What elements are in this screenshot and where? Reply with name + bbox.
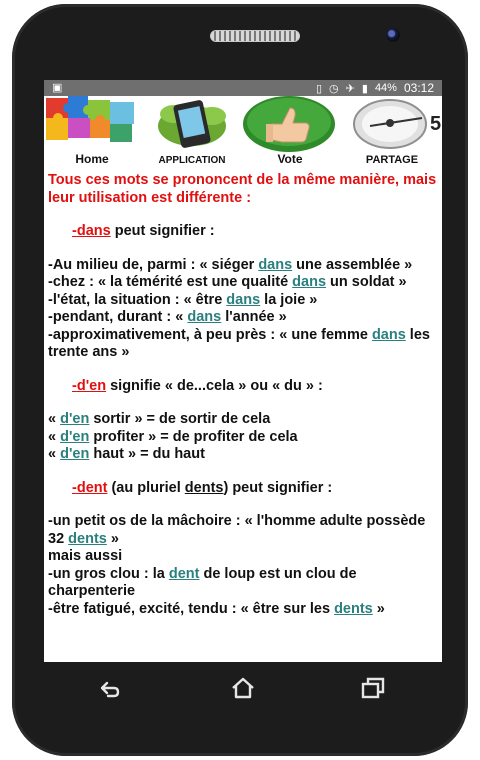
smartphone-icon [144, 96, 240, 152]
nav-application[interactable] [144, 96, 240, 168]
speaker-grille [210, 30, 300, 42]
highlight-word: dans [226, 291, 261, 308]
highlight-word: dans [292, 274, 327, 290]
vibrate-icon: ▯ [315, 82, 323, 95]
nav-home-label: Home [75, 152, 109, 166]
list-item: -l'état, la situation : « être dans la joie » [48, 291, 318, 308]
airplane-icon: ✈ [345, 82, 355, 95]
nav-vote-label: Vote [277, 152, 303, 166]
list-item: mais aussi [48, 548, 123, 564]
highlight-word: d'en [60, 428, 90, 445]
battery-icon: ▮ [361, 82, 368, 95]
top-nav [44, 96, 442, 168]
share-icon [342, 96, 442, 152]
heading-word: dans [76, 223, 111, 239]
highlight-word: dents [334, 600, 373, 617]
heading-word: d'en [76, 377, 107, 394]
den-examples [48, 411, 438, 464]
alarm-icon: ◷ [329, 82, 339, 95]
dent-examples [48, 513, 438, 618]
recent-apps-icon[interactable] [360, 676, 386, 700]
list-item: « d'en haut » = du haut [48, 446, 205, 462]
nav-application-label: APPLICATION [158, 155, 226, 166]
list-item: -chez : « la témérité est une qualité dans un soldat » [48, 274, 407, 290]
thumbs-up-icon [240, 96, 340, 154]
android-nav-bar [44, 664, 442, 714]
list-item: « d'en sortir » = de sortir de cela [48, 411, 271, 427]
puzzle-icon [44, 96, 140, 152]
highlight-word: dent [168, 565, 200, 582]
intro-text: Tous ces mots se prononcent de la même manière, mais leur utilisation est différente : [48, 172, 437, 206]
front-camera [386, 28, 400, 42]
nav-vote[interactable] [240, 96, 340, 168]
clock: 03:12 [403, 81, 434, 95]
section-heading-den: -d'en signifie « de...cela » ou « du » : [72, 377, 323, 394]
status-bar [44, 80, 442, 96]
list-item: -un petit os de la mâchoire : « l'homme adulte possède 32 dents » [48, 513, 426, 547]
highlight-word: dans [258, 256, 293, 273]
dans-examples [48, 257, 438, 362]
plural-word: dents [184, 479, 224, 496]
svg-text:5: 5 [430, 113, 442, 135]
section-heading-dans: -dans peut signifier : [72, 223, 215, 239]
highlight-word: dents [68, 530, 107, 547]
section-heading-dent: -dent (au pluriel dents) peut signifier : [72, 479, 333, 496]
screen [44, 80, 442, 662]
home-icon[interactable] [230, 676, 256, 700]
highlight-word: dans [371, 326, 406, 343]
battery-level: 44% [374, 82, 397, 94]
image-notification-icon: ▣ [52, 82, 63, 94]
list-item: -pendant, durant : « dans l'année » [48, 309, 287, 325]
nav-partage-label: PARTAGE [365, 154, 419, 166]
list-item: -être fatigué, excité, tendu : « être sur les dents » [48, 600, 385, 617]
highlight-word: d'en [60, 446, 90, 462]
nav-partage[interactable] [342, 96, 442, 168]
list-item: -un gros clou : la dent de loup est un clou de charpenterie [48, 565, 357, 599]
list-item: « d'en profiter » = de profiter de cela [48, 428, 298, 445]
heading-word: dent [76, 479, 108, 496]
article [44, 168, 442, 618]
highlight-word: dans [187, 309, 222, 325]
nav-home[interactable] [44, 96, 140, 168]
back-icon[interactable] [96, 676, 122, 700]
list-item: -approximativement, à peu près : « une femme dans les trente ans » [48, 326, 430, 360]
highlight-word: d'en [60, 411, 90, 427]
list-item: -Au milieu de, parmi : « siéger dans une assemblée » [48, 256, 413, 273]
